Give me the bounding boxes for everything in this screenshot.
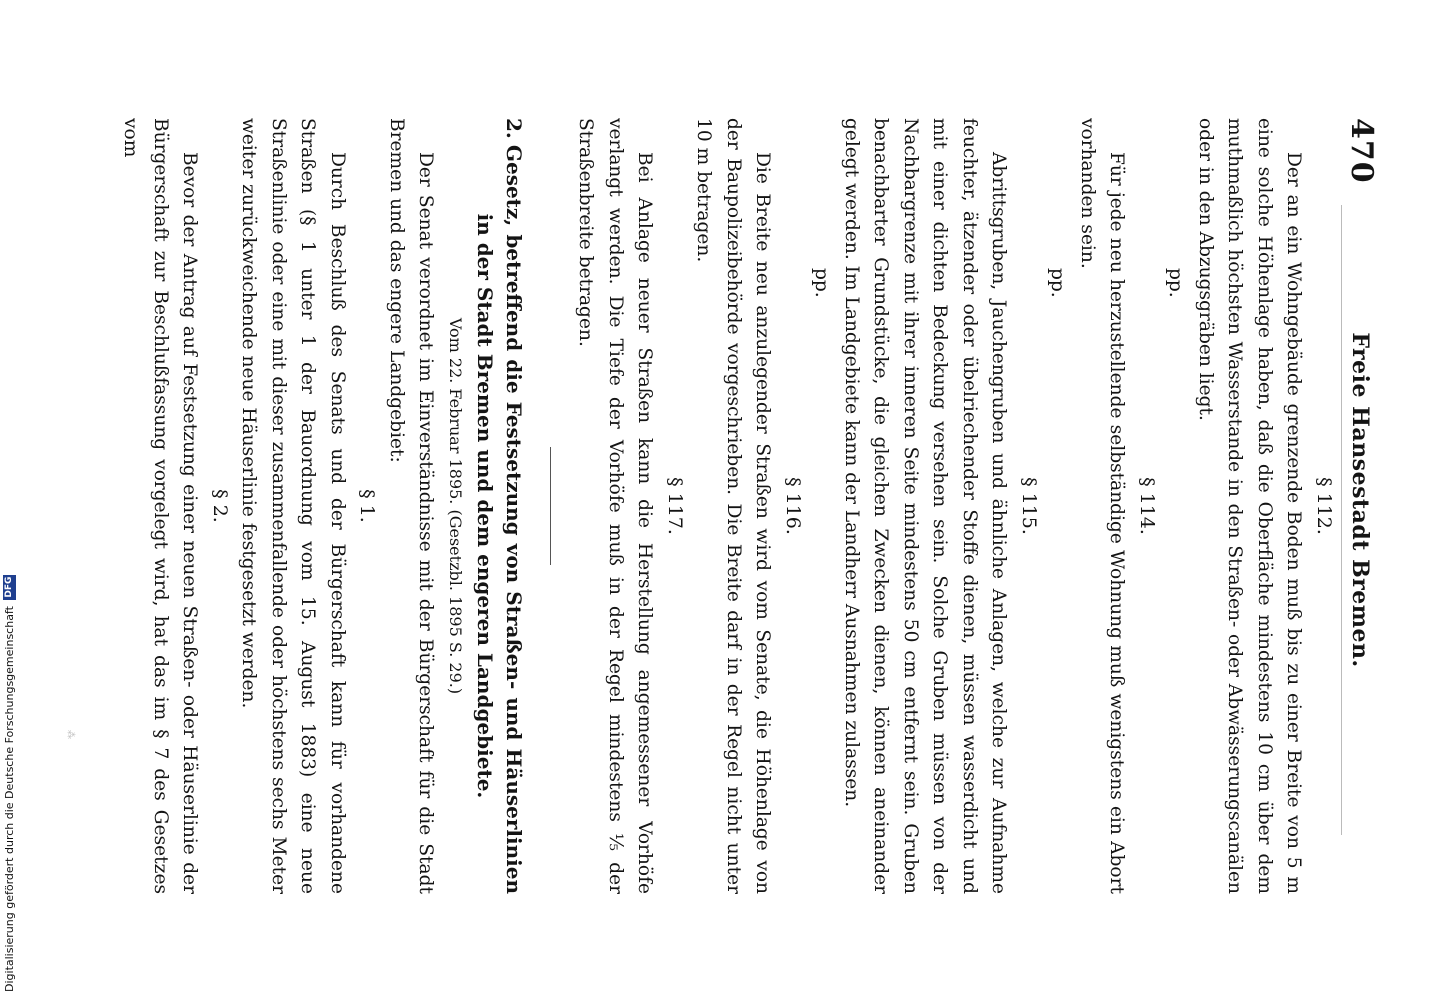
section-text-117: Bei Anlage neuer Straßen kann die Herstellung angemessener Vorhöfe verlangt werden. Die Tiefe der Vorhöfe muß in der Regel mindestens ⅕ der Straßenbreite betragen.: [575, 118, 656, 894]
section-heading-114: § 114.: [1136, 477, 1158, 535]
section-text-112: Der an ein Wohngebäude grenzende Boden muß bis zu einer Breite von 5 m eine solche Höhenlage haben, daß die Oberfläche mindestens 10 cm über dem muthmaßlich höchsten Wasserstande in den Straßen- oder Abwässerungscanälen oder in den Abzugsgräben liegt.: [1195, 118, 1305, 894]
funding-note-text: Digitalisierung gefördert durch die Deutsche Forschungsgemeinschaft: [3, 606, 16, 992]
law-number: 2.: [502, 118, 526, 139]
funding-note-container: [0, 0, 20, 1000]
section-heading-117: § 117.: [664, 477, 686, 535]
section-text-2: Bevor der Antrag auf Festsetzung einer neuen Straßen- oder Häuserlinie der Bürgerschaft zur Beschlußfassung vorgelegt wird, hat das im § 7 des Gesetzes vom: [120, 118, 201, 894]
page-number: 470: [1344, 118, 1379, 184]
section-text-116: Die Breite neu anzulegender Straßen wird vom Senate, die Höhenlage von der Baupolizeibehörde vorgeschrieben. Die Breite darf in der Regel nicht unter 10 m betragen.: [693, 118, 774, 894]
section-heading-112: § 112.: [1313, 477, 1335, 535]
law-title: [470, 118, 528, 894]
header-rule: [1341, 205, 1342, 835]
section-heading-1: § 1.: [356, 489, 379, 523]
omission-mark-112: pp.: [1165, 268, 1187, 298]
scan-stamp-mark: ⁂: [65, 730, 75, 739]
section-text-115: Abrittsgruben, Jauchengruben und ähnliche Anlagen, welche zur Aufnahme feuchter, ätzender oder übelriechender Stoffe dienen, müssen wasserdicht und mit einer dichten Bedeckung versehen sein. Solche Gruben müssen von der Nachbargrenze mit ihrer inneren Seite mindestens 50 cm entfernt sein. Gruben benachbarter Grundstücke, die gleichen Zwecken dienen, können aneinander gelegt werden. Im Landgebiete kann der Landherr Ausnahmen zulassen.: [841, 118, 1010, 894]
law-date: Vom 22. Februar 1895. (Gesetzbl. 1895 S. 29.): [446, 317, 465, 695]
law-intro: Der Senat verordnet im Einverständnisse mit der Bürgerschaft für die Stadt Bremen und das engere Landgebiet:: [386, 118, 437, 894]
section-heading-116: § 116.: [782, 477, 804, 535]
section-heading-115: § 115.: [1018, 477, 1040, 535]
omission-mark-115: pp.: [811, 268, 833, 298]
body-text: [116, 118, 1338, 894]
section-text-114: Für jede neu herzustellende selbständige Wohnung muß wenigstens ein Abort vorhanden sein.: [1077, 118, 1128, 894]
dfg-logo: DFG: [4, 576, 14, 598]
section-text-1: Durch Beschluß des Senats und der Bürgerschaft kann für vorhandene Straßen (§ 1 unter 1 der Bauordnung vom 15. August 1883) eine neue Straßenlinie oder eine mit dieser zusammenfallende oder höchstens sechs Meter weiter zurückweichende neue Häuserlinie festgesetzt werden.: [238, 118, 348, 894]
law-title-text: Gesetz, betreffend die Festsetzung von Straßen- und Häuserlinien in der Stadt Bremen und dem engeren Landgebiete.: [473, 144, 526, 894]
section-separator: [550, 447, 551, 565]
omission-mark-114: pp.: [1047, 268, 1069, 298]
funding-note: [3, 575, 16, 992]
section-heading-2: § 2.: [209, 489, 231, 523]
running-head: Freie Hansestadt Bremen.: [1347, 332, 1373, 668]
